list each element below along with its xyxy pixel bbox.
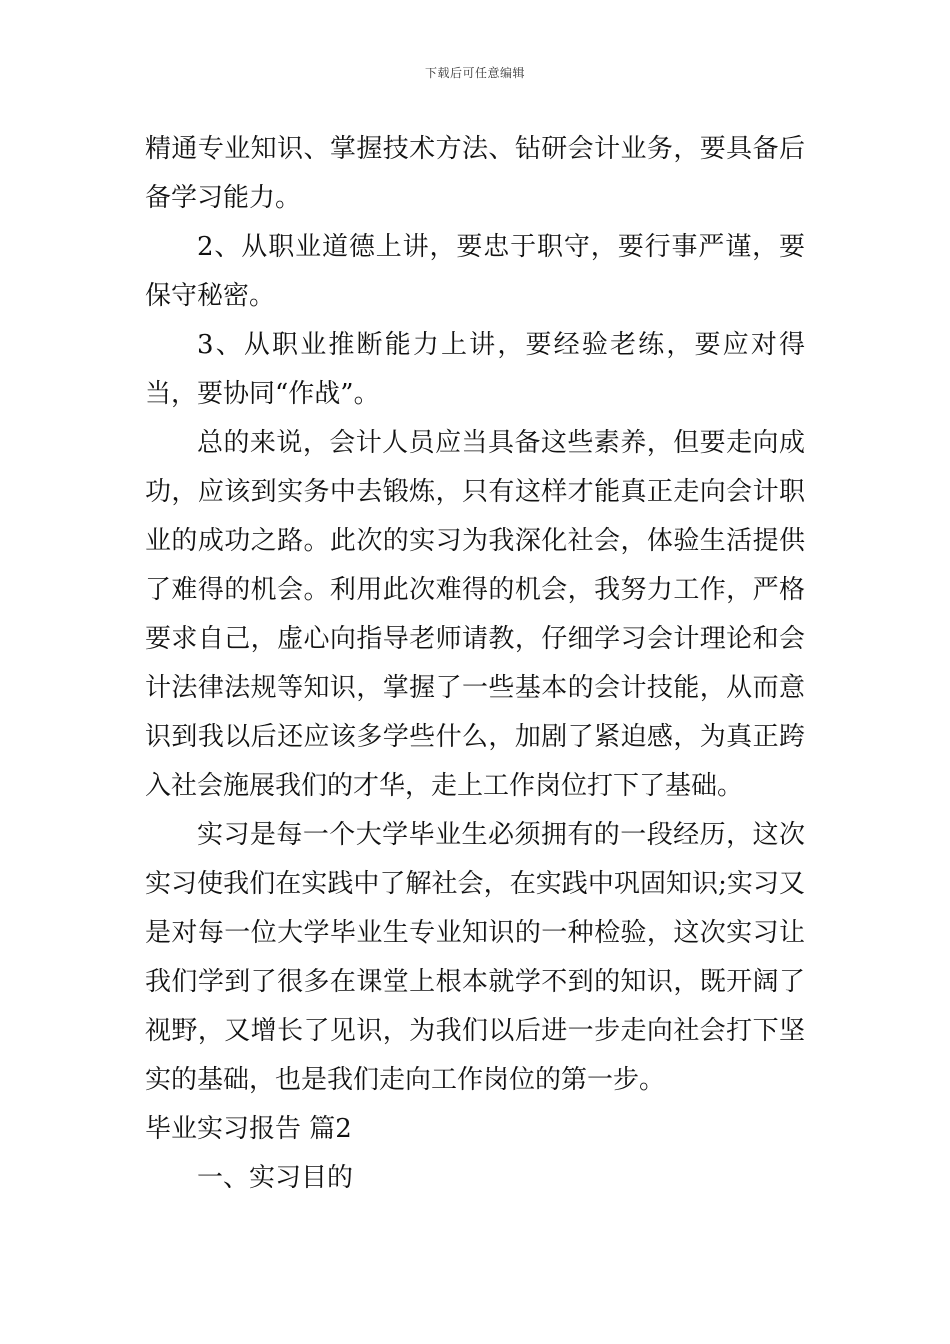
page-header: 下载后可任意编辑 (424, 66, 525, 80)
section-title: 毕业实习报告 篇2 (145, 1114, 352, 1144)
paragraph-1: 精通专业知识、掌握技术方法、钻研会计业务，要具备后备学习能力。 (145, 134, 805, 213)
paragraph-4: 总的来说，会计人员应当具备这些素养，但要走向成功，应该到实务中去锻炼，只有这样才能真正走向会计职业的成功之路。此次的实习为我深化社会，体验生活提供了难得的机会。利用此次难得的机会，我努力工作，严格要求自己，虚心向指导老师请教，仔细学习会计理论和会计法律法规等知识，掌握了一些基本的会计技能，从而意识到我以后还应该多学些什么，加剧了紧迫感，为真正跨入社会施展我们的才华，走上工作岗位打下了基础。 (145, 428, 805, 801)
subsection-title: 一、实习目的 (197, 1163, 354, 1193)
paragraph-5: 实习是每一个大学毕业生必须拥有的一段经历，这次实习使我们在实践中了解社会，在实践中巩固知识;实习又是对每一位大学毕业生专业知识的一种检验，这次实习让我们学到了很多在课堂上根本就学不到的知识，既开阔了视野，又增长了见识，为我们以后进一步走向社会打下坚实的基础，也是我们走向工作岗位的第一步。 (145, 820, 805, 1095)
paragraph-2: 2、从职业道德上讲，要忠于职守，要行事严谨，要保守秘密。 (145, 232, 805, 311)
paragraph-3: 3、从职业推断能力上讲，要经验老练，要应对得当，要协同“作战”。 (145, 330, 805, 409)
document-body (145, 125, 805, 1203)
